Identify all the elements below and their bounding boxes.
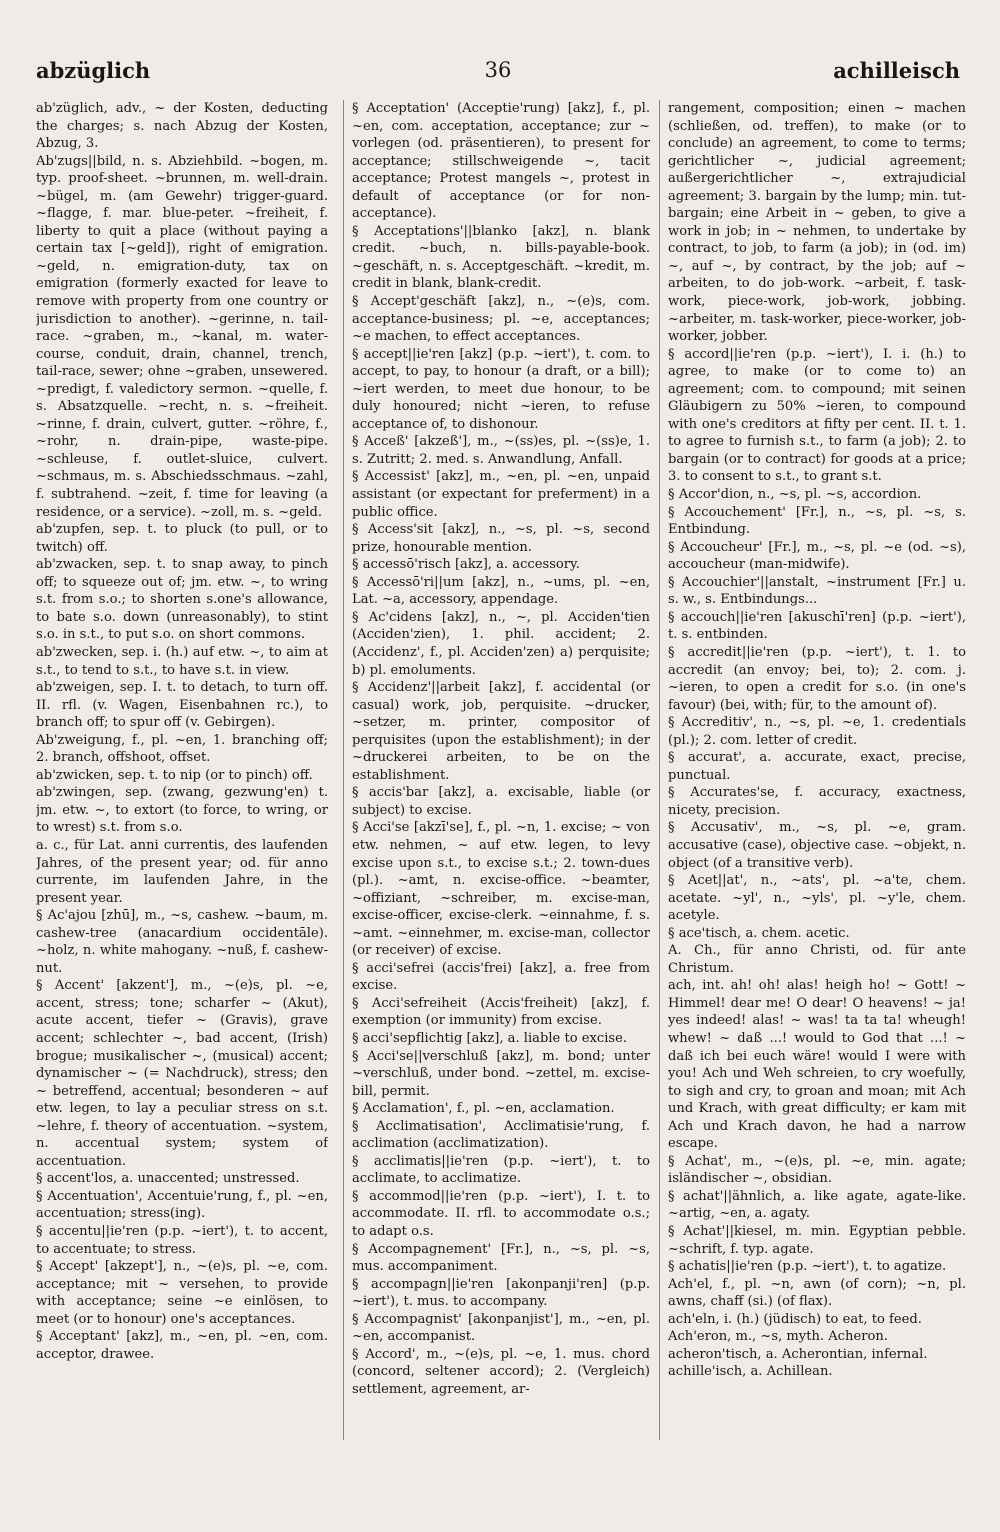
dictionary-entry: acheron'tisch, a. Acherontian, infernal. xyxy=(668,1346,928,1362)
dictionary-entry: § acci'sepflichtig [akz], a. liable to excise. xyxy=(352,1030,628,1046)
dictionary-entry: § achatis||ie'ren (p.p. ~iert'), t. to agatize. xyxy=(668,1259,947,1275)
dictionary-entry: ab'zupfen, sep. t. to pluck (to pull, or to twitch) off. xyxy=(36,522,328,555)
dictionary-entry: Ab'zweigung, f., pl. ~en, 1. branching off; 2. branch, offshoot, offset. xyxy=(36,732,328,766)
dictionary-entry: § Achat'||kiesel, m. min. Egyptian pebble. ~schrift, f. typ. agate. xyxy=(668,1224,966,1257)
dictionary-entry: § Acclamation', f., pl. ~en, acclamation. xyxy=(352,1101,615,1117)
dictionary-entry: § Accouchier'||anstalt, ~instrument [Fr.] u. s. w., s. Entbindungs... xyxy=(668,574,966,608)
column-right xyxy=(668,100,966,1381)
dictionary-entry: § accept||ie'ren [akz] (p.p. ~iert'), t. com. to accept, to pay, to honour (a draft, or a bill); ~iert werden, to meet due honour, to be duly honoured; nicht ~ieren, to refuse acceptance of, to dishonour. xyxy=(352,346,650,432)
dictionary-entry: ab'zwingen, sep. (zwang, gezwung'en) t. jm. etw. ~, to extort (to force, to wring, or to wrest) s.t. from s.o. xyxy=(36,785,328,836)
dictionary-entry: A. Ch., für anno Christi, od. für ante Christum. xyxy=(668,943,966,976)
dictionary-entry: § Accentuation', Accentuie'rung, f., pl. ~en, accentuation; stress(ing). xyxy=(36,1188,328,1222)
dictionary-entry: § accessō'risch [akz], a. accessory. xyxy=(352,557,580,573)
dictionary-entry: § accouch||ie'ren [akuschī'ren] (p.p. ~iert'), t. s. entbinden. xyxy=(668,609,966,643)
dictionary-entry: § Accompagnement' [Fr.], n., ~s, pl. ~s, mus. accompaniment. xyxy=(352,1241,650,1275)
page-header xyxy=(36,58,960,94)
dictionary-entry: Ach'eron, m., ~s, myth. Acheron. xyxy=(668,1329,888,1345)
dictionary-entry: § Accidenz'||arbeit [akz], f. accidental (or casual) work, job, perquisite. ~drucker, ~setzer, m. printer, compositor of perquisites (upon the establishment); in der ~druckerei arbeiten, to be on the establishment. xyxy=(352,680,650,783)
dictionary-entry: § Accent' [akzent'], m., ~(e)s, pl. ~e, accent, stress; tone; scharfer ~ (Akut), acute accent, tiefer ~ (Gravis), grave accent; schlechter ~, bad accent, (Irish) brogue; musikalischer ~, (musical) accent; dynamischer ~ (= Nachdruck), stress; den ~ betreffend, accentual; besonderen ~ auf etw. legen, to lay a peculiar stress on s.t. ~lehre, f. theory of accentuation. ~system, n. accentual system; system of accentuation. xyxy=(36,978,328,1169)
dictionary-entry: § Accurates'se, f. accuracy, exactness, nicety, precision. xyxy=(668,785,966,818)
dictionary-entry: achille'isch, a. Achillean. xyxy=(668,1364,833,1380)
dictionary-entry: ach, int. ah! oh! alas! heigh ho! ~ Gott! ~ Himmel! dear me! O dear! O heavens! ~ ja! yes indeed! alas! ~ was! ta ta ta! wheugh! whew! ~ daß ...! would to God that ...! ~ daß ich bei euch wäre! would I were with you! Ach und Weh schreien, to cry woefully, to sigh and cry, to groan and moan; mit Ach und Krach, with great difficulty; er kam mit Ach und Krach davon, he had a narrow escape. xyxy=(668,978,966,1152)
dictionary-entry: § accredit||ie'ren (p.p. ~iert'), t. 1. to accredit (an envoy; bei, to); 2. com. j. ~ieren, to open a credit for s.o. (in one's favour) (bei, with; für, to the amount of). xyxy=(668,644,966,713)
dictionary-entry: § Acceß' [akzeß'], m., ~(ss)es, pl. ~(ss)e, 1. s. Zutritt; 2. med. s. Anwandlung, Anfall. xyxy=(352,434,650,467)
dictionary-entry: § Accept' [akzept'], n., ~(e)s, pl. ~e, com. acceptance; mit ~ versehen, to provide with acceptance; seine ~e einlösen, to meet (or to honour) one's acceptances. xyxy=(36,1259,328,1327)
column-middle xyxy=(352,100,650,1398)
dictionary-entry: § Acceptant' [akz], m., ~en, pl. ~en, com. acceptor, drawee. xyxy=(36,1329,328,1362)
dictionary-entry: § Ac'cidens [akz], n., ~, pl. Acciden'tien (Acciden'zien), 1. phil. accident; 2. (Accidenz', f., pl. Acciden'zen) a) perquisite; b) pl. emoluments. xyxy=(352,609,650,678)
dictionary-entry: Ab'zugs||bild, n. s. Abziehbild. ~bogen, m. typ. proof-sheet. ~brunnen, m. well-drain. ~bügel, m. (am Gewehr) trigger-guard. ~flagge, f. mar. blue-peter. ~freiheit, f. liberty to quit a place (without paying a certain tax [~geld]), right of emigration. ~geld, n. emigration-duty, tax on emigration (formerly exacted for leave to remove with property from one country or jurisdiction to another). ~gerinne, n. tail-race. ~graben, m., ~kanal, m. water-course, conduit, drain, channel, trench, tail-race, sewer; ohne ~graben, unsewered. ~predigt, f. valedictory sermon. ~quelle, f. s. Absatzquelle. ~recht, n. s. ~freiheit. ~rinne, f. drain, culvert, gutter. ~röhre, f., ~rohr, n. drain-pipe, waste-pipe. ~schleuse, f. outlet-sluice, culvert. ~schmaus, m. s. Abschiedsschmaus. ~zahl, f. subtrahend. ~zeit, f. time for leaving (a residence, or a service). ~zoll, m. s. ~geld. xyxy=(36,153,328,520)
dictionary-entry: § Ac'ajou [zhū], m., ~s, cashew. ~baum, m. cashew-tree (anacardium occidentāle). ~holz, n. white mahogany. ~nuß, f. cashew-nut. xyxy=(36,908,328,976)
dictionary-entry: ab'zwecken, sep. i. (h.) auf etw. ~, to aim at s.t., to tend to s.t., to have s.t. in view. xyxy=(36,644,328,678)
dictionary-entry: § Accord', m., ~(e)s, pl. ~e, 1. mus. chord (concord, seltener accord); 2. (Vergleich) settlement, agreement, ar- xyxy=(352,1346,650,1397)
dictionary-entry: § Accessō'ri||um [akz], n., ~ums, pl. ~en, Lat. ~a, accessory, appendage. xyxy=(352,574,650,608)
dictionary-entry: ab'zwacken, sep. t. to snap away, to pinch off; to squeeze out of; jm. etw. ~, to wring s.t. from s.o.; to shorten s.one's allowance, to bate s.o. down (unreasonably), to stint s.o. in s.t., to put s.o. on short commons. xyxy=(36,557,328,643)
dictionary-entry: § Acci'sefreiheit (Accis'freiheit) [akz], f. exemption (or immunity) from excise. xyxy=(352,995,650,1029)
dictionary-entry: ach'eln, i. (h.) (jüdisch) to eat, to feed. xyxy=(668,1311,922,1327)
dictionary-entry: § Achat', m., ~(e)s, pl. ~e, min. agate; isländischer ~, obsidian. xyxy=(668,1153,966,1187)
dictionary-entry: ab'züglich, adv., ~ der Kosten, deducting the charges; s. nach Abzug der Kosten, Abzug, 3. xyxy=(36,101,328,152)
dictionary-entry: rangement, composition; einen ~ machen (schließen, od. treffen), to make (or to conclude) an agreement, to come to terms; gerichtlicher ~, judicial agreement; außergerichtlicher ~, extrajudicial agreement; 3. bargain by the lump; min. tut-bargain; eine Arbeit in ~ geben, to give a work in job; in ~ nehmen, to undertake by contract, to job, to farm (a job); in (od. im) ~, auf ~, by contract, by the job; auf ~ arbeiten, to do job-work. ~arbeit, f. task-work, piece-work, job-work, jobbing. ~arbeiter, m. task-worker, piece-worker, job-worker, jobber. xyxy=(668,101,966,345)
dictionary-entry: § Access'sit [akz], n., ~s, pl. ~s, second prize, honourable mention. xyxy=(352,522,650,555)
dictionary-entry: § achat'||ähnlich, a. like agate, agate-like. ~artig, ~en, a. agaty. xyxy=(668,1188,966,1222)
column-divider xyxy=(343,100,344,1440)
dictionary-entry: § Accept'geschäft [akz], n., ~(e)s, com. acceptance-business; pl. ~e, acceptances; ~e machen, to effect acceptances. xyxy=(352,294,650,345)
dictionary-entry: Ach'el, f., pl. ~n, awn (of corn); ~n, pl. awns, chaff (si.) (of flax). xyxy=(668,1276,966,1310)
dictionary-entry: § Acet||at', n., ~ats', pl. ~a'te, chem. acetate. ~yl', n., ~yls', pl. ~y'le, chem. acetyle. xyxy=(668,873,966,924)
header-right-word: achilleisch xyxy=(833,58,960,83)
dictionary-entry: § Acclimatisation', Acclimatisie'rung, f. acclimation (acclimatization). xyxy=(352,1118,650,1152)
dictionary-entry: § Accouchement' [Fr.], n., ~s, pl. ~s, s. Entbindung. xyxy=(668,504,966,538)
dictionary-entry: § Acci'se [akzī'se], f., pl. ~n, 1. excise; ~ von etw. nehmen, ~ auf etw. legen, to levy excise upon s.t., to excise s.t.; 2. town-dues (pl.). ~amt, n. excise-office. ~beamter, ~offiziant, ~schreiber, m. excise-man, excise-officer, excise-clerk. ~einnahme, f. s. ~amt. ~einnehmer, m. excise-man, collector (or receiver) of excise. xyxy=(352,820,650,959)
dictionary-entry: § Accreditiv', n., ~s, pl. ~e, 1. credentials (pl.); 2. com. letter of credit. xyxy=(668,715,966,748)
dictionary-entry: § accis'bar [akz], a. excisable, liable (or subject) to excise. xyxy=(352,785,650,818)
dictionary-entry: a. c., für Lat. anni currentis, des laufenden Jahres, of the present year; od. für anno currente, im laufenden Jahre, in the present year. xyxy=(36,837,328,906)
dictionary-entry: § Acceptations'||blanko [akz], n. blank credit. ~buch, n. bills-payable-book. ~geschäft, n. s. Acceptgeschäft. ~kredit, m. credit in blank, blank-credit. xyxy=(352,223,650,292)
dictionary-entry: § Accessist' [akz], m., ~en, pl. ~en, unpaid assistant (or expectant for preferment) in a public office. xyxy=(352,469,650,520)
dictionary-entry: § accurat', a. accurate, exact, precise, punctual. xyxy=(668,750,966,783)
column-left xyxy=(36,100,328,1363)
dictionary-entry: § acclimatis||ie'ren (p.p. ~iert'), t. to acclimate, to acclimatize. xyxy=(352,1153,650,1187)
dictionary-entry: ab'zweigen, sep. I. t. to detach, to turn off. II. rfl. (v. Wagen, Eisenbahnen rc.), to branch off; to spur off (v. Gebirgen). xyxy=(36,680,328,731)
dictionary-entry: § Acceptation' (Acceptie'rung) [akz], f., pl. ~en, com. acceptation, acceptance; zur ~ vorlegen (od. präsentieren), to present for acceptance; stillschweigende ~, tacit acceptance; Protest mangels ~, protest in default of acceptance (or for non-acceptance). xyxy=(352,101,650,222)
dictionary-entry: § Accompagnist' [akonpanjist'], m., ~en, pl. ~en, accompanist. xyxy=(352,1311,650,1345)
dictionary-entry: § accompagn||ie'ren [akonpanji'ren] (p.p. ~iert'), t. mus. to accompany. xyxy=(352,1276,650,1310)
dictionary-entry: § Accusativ', m., ~s, pl. ~e, gram. accusative (case), objective case. ~objekt, n. object (of a transitive verb). xyxy=(668,820,966,871)
dictionary-entry: § accommod||ie'ren (p.p. ~iert'), I. t. to accommodate. II. rfl. to accommodate o.s.; to adapt o.s. xyxy=(352,1188,650,1239)
column-divider xyxy=(659,100,660,1440)
page-number: 36 xyxy=(484,58,512,82)
dictionary-entry: § accent'los, a. unaccented; unstressed. xyxy=(36,1171,300,1187)
header-left-word: abzüglich xyxy=(36,58,151,83)
dictionary-entry: § accentu||ie'ren (p.p. ~iert'), t. to accent, to accentuate; to stress. xyxy=(36,1224,328,1257)
dictionary-entry: § Accoucheur' [Fr.], m., ~s, pl. ~e (od. ~s), accoucheur (man-midwife). xyxy=(668,539,966,573)
dictionary-entry: § Acci'se||verschluß [akz], m. bond; unter ~verschluß, under bond. ~zettel, m. excise-bill, permit. xyxy=(352,1048,650,1099)
dictionary-entry: § ace'tisch, a. chem. acetic. xyxy=(668,925,850,941)
dictionary-entry: § Accor'dion, n., ~s, pl. ~s, accordion. xyxy=(668,487,922,503)
dictionary-entry: ab'zwicken, sep. t. to nip (or to pinch) off. xyxy=(36,767,313,783)
dictionary-entry: § accord||ie'ren (p.p. ~iert'), I. i. (h.) to agree, to make (or to come to) an agreement; com. to compound; mit seinen Gläubigern zu 50% ~ieren, to compound with one's creditors at fifty per cent. II. t. 1. to agree to furnish s.t., to farm (a job); 2. to bargain (or to contract) for goods at a price; 3. to consent to s.t., to grant s.t. xyxy=(668,346,966,485)
dictionary-entry: § acci'sefrei (accis'frei) [akz], a. free from excise. xyxy=(352,960,650,994)
